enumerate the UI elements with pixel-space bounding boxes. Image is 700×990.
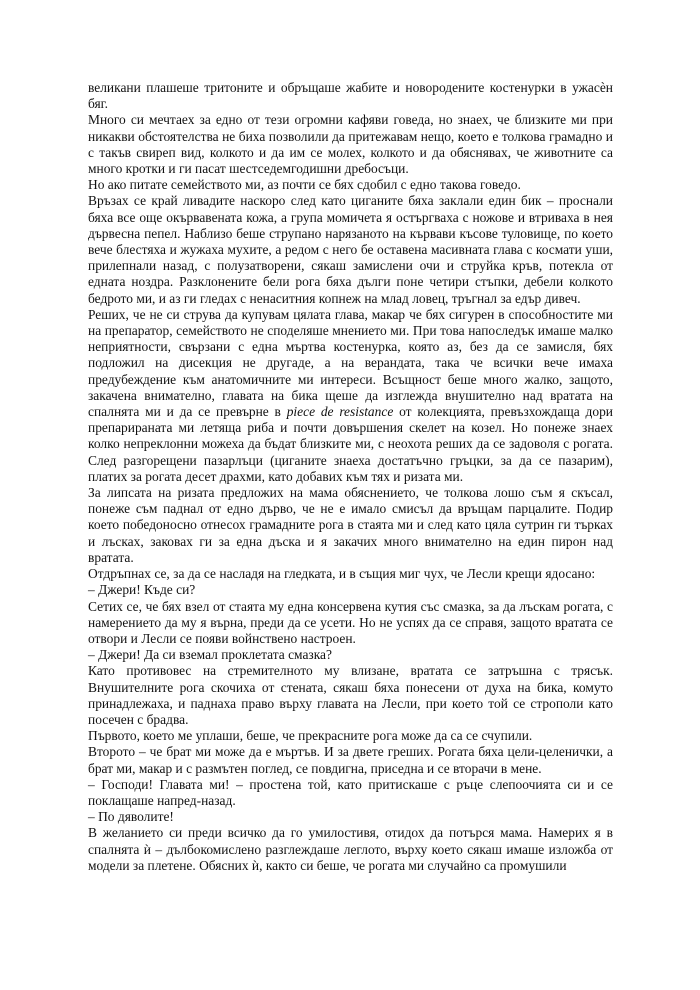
dialogue-line-1: – Джери! Къде си? [88, 582, 196, 598]
paragraph-1: великани плашеше тритоните и обръщаше жабите и новородените костенурки в ужасѐн бяг. [88, 80, 613, 112]
paragraph-13: Второто – че брат ми може да е мъртъв. И за двете греших. Рогата бяха цели-целенички, а брат ми, макар и с размътен поглед, се повдигна, приседна и се вторачи в мене. [88, 744, 613, 776]
paragraph-5-text-before: Реших, че не си струва да купувам цялата глава, макар че бях сигурен в способностите ми на препаратор, семейството не споделяше мнението ми. При това напоследък имаше малко неприятности, свързани с една мъртва костенурка, която аз, без да се замисля, бях подложил на дисекция не другаде, а на верандата, така че всички вече имаха предубеждение към анатомичните ми интереси. Всъщност беше много жалко, защото, закачена внимателно, главата на бика щеше да изглежда внушително над вратата на спалнята ми и да се превърне в [88, 306, 613, 420]
paragraph-16: В желанието си преди всичко да го умилостивя, отидох да потърся мама. Намерих я в спалнята ѝ – дълбокомислено разглеждаше леглото, върху което сякаш имаше изложба от модели за плетене. Обясних ѝ, както си беше, че рогата ми случайно са промушили [88, 825, 613, 873]
paragraph-5 [88, 307, 613, 485]
paragraph-6: За липсата на ризата предложих на мама обяснението, че толкова лошо съм я скъсал, понеже съм паднал от едно дърво, че не е имало смисъл да връщам парцалите. Подир което победоносно отнесох грамадните рога в стаята ми и след като цяла сутрин ги търках и лъсках, заковах ги за една дъска и я закачих много внимателно на един пирон над вратата. [88, 485, 613, 565]
dialogue-line-3: – Господи! Главата ми! – простена той, като притискаше с ръце слепоочията си и се поклащаше напред-назад. [88, 776, 613, 808]
paragraph-12: Първото, което ме уплаши, беше, че прекрасните рога може да са се счупили. [88, 728, 533, 744]
paragraph-3: Но ако питате семейството ми, аз почти се бях сдобил с едно такова говедо. [88, 177, 521, 193]
paragraph-5-text-after: от колекцията, превъзхождаща дори препарираната ми летяща риба и почти довършения скелет на козел. Но понеже знаех колко непреклонни можеха да бъдат близките ми, с неохота реших да се задоволя с рогата. След разгорещени пазарлъци (циганите знаеха достатъчно гръцки, за да се пазарим), платих за рогата десет драхми, като добавих към тях и ризата ми. [88, 404, 614, 484]
paragraph-9: Сетих се, че бях взел от стаята му една консервена кутия със смазка, за да лъскам рогата, с намерението да му я върна, преди да се усети. Но не успях да се справя, защото вратата се отвори и Лесли се появи войнствено настроен. [88, 598, 613, 646]
document-page [88, 80, 613, 874]
paragraph-7: Отдръпнах се, за да се насладя на гледката, и в същия миг чух, че Лесли крещи ядосано: [88, 566, 596, 582]
dialogue-line-4: – По дяволите! [88, 809, 174, 825]
paragraph-4: Връзах се край ливадите наскоро след като циганите бяха заклали един бик – проснали бяха все още окървавената кожа, а група момичета я остъргваха с ножове и втриваха в нея дървесна пепел. Наблизо беше струпано нарязаното на кървави късове туловище, по което вече блестяха и жужаха мухите, а редом с него бе оставена масивната глава с космати уши, прилепнали назад, с полузатворени, сякаш замислени очи и струйка кръв, потекла от едната ноздра. Разклонените бели рога бяха дълги поне четири стъпки, дебели колкото бедрото ми, и аз ги гледах с ненаситния копнеж на млад ловец, тръгнал за едър дивеч. [88, 193, 613, 306]
paragraph-2: Много си мечтаех за едно от тези огромни кафяви говеда, но знаех, че близките ми при никакви обстоятелства не биха позволили да притежавам нещо, което е толкова грамадно и с такъв свиреп вид, колкото и да им се молех, колкото и да обяснявах, че животните са много кротки и ги пасат шестседемгодишни дребосъци. [88, 112, 613, 177]
paragraph-11: Като противовес на стремителното му влизане, вратата се затръшна с трясък. Внушителните рога скочиха от стената, сякаш бяха понесени от духа на бика, комуто принадлежаха, и паднаха право върху главата на Лесли, при което той се строполи като посечен с брадва. [88, 663, 613, 727]
paragraph-5-emphasis: piece de resistance [286, 404, 394, 420]
dialogue-line-2: – Джери! Да си вземал проклетата смазка? [88, 647, 332, 663]
